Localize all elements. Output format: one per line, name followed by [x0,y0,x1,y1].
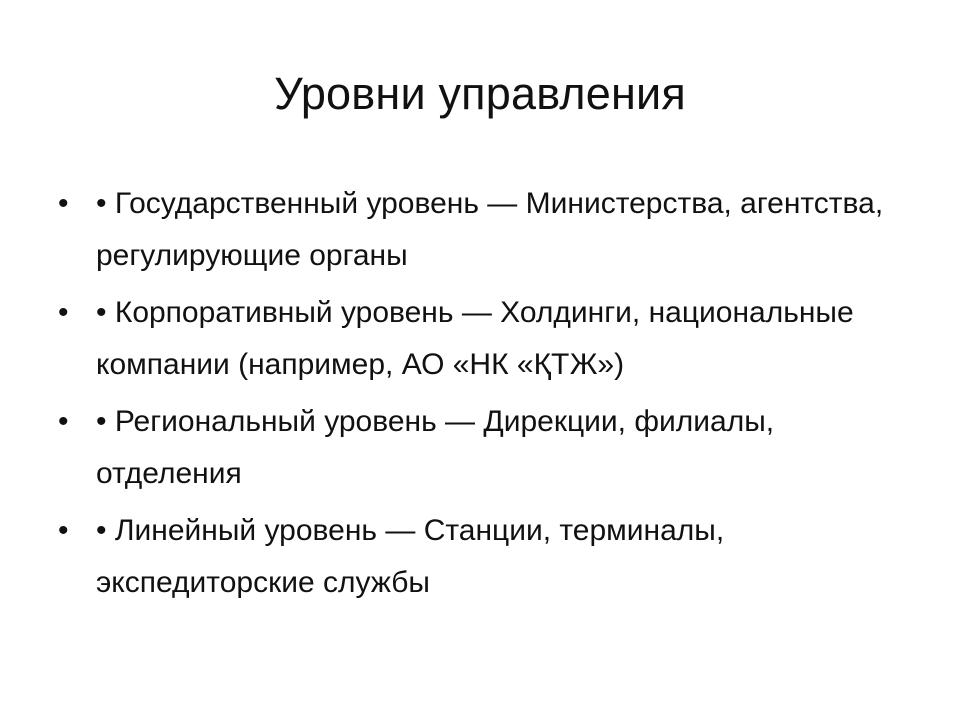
bullet-icon: • [58,405,69,438]
slide-title: Уровни управления [274,68,686,119]
bullet-item-state-level [58,178,898,282]
bullet-icon: • [58,514,69,547]
bullet-text: • Государственный уровень — Министерства, агентства, регулирующие органы [96,187,884,272]
bullet-list [58,178,898,614]
bullet-text: • Корпоративный уровень — Холдинги, национальные компании (например, АО «НК «ҚТЖ») [96,296,854,381]
bullet-icon: • [58,296,69,329]
bullet-item-line-level [58,505,898,609]
bullet-item-corporate-level [58,287,898,391]
bullet-icon: • [58,187,69,220]
bullet-text: • Линейный уровень — Станции, терминалы, экспедиторские службы [96,514,725,599]
bullet-item-regional-level [58,396,898,500]
bullet-text: • Региональный уровень — Дирекции, филиалы, отделения [96,405,775,490]
